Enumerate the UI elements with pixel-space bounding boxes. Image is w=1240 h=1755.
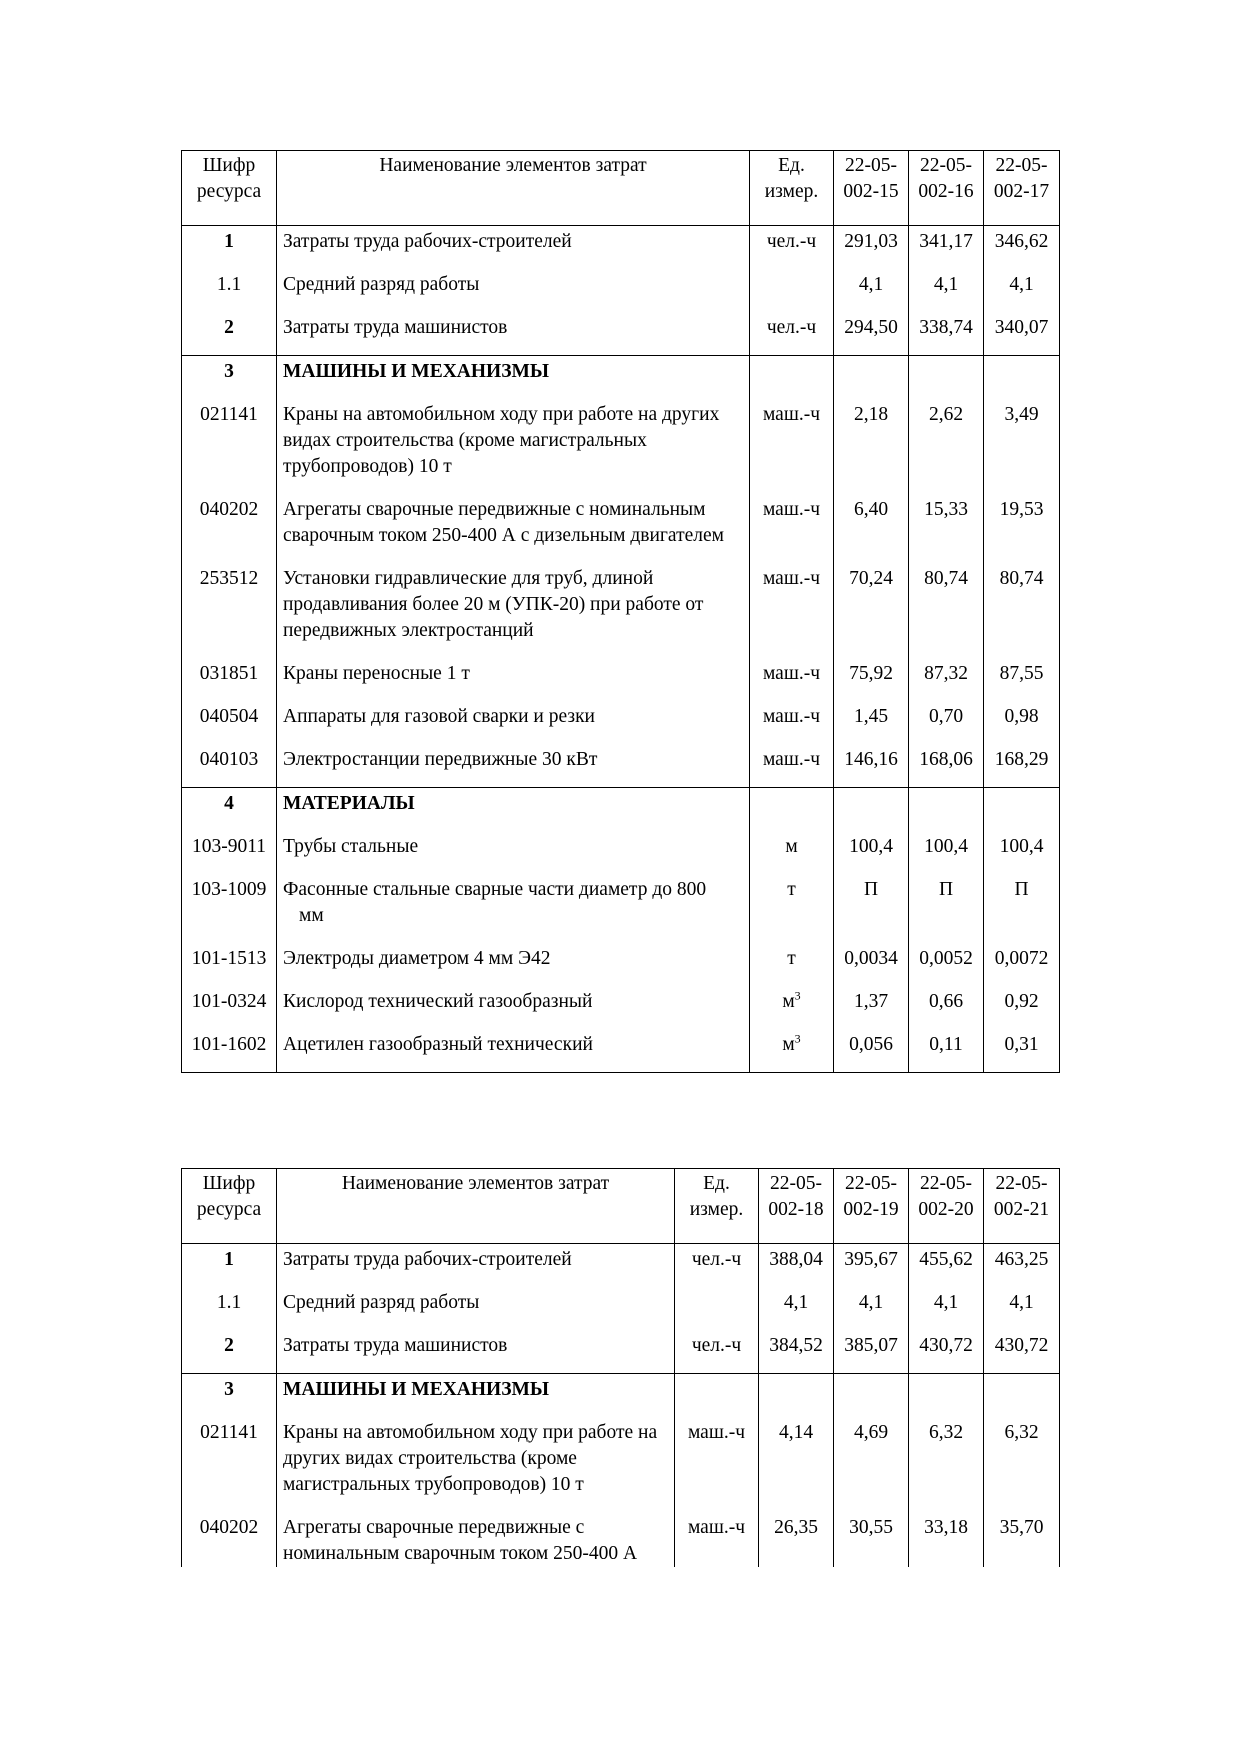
- header-col: 22-05-002-15: [834, 151, 909, 226]
- row-name: Затраты труда машинистов: [277, 1330, 675, 1374]
- row-name: Электроды диаметром 4 мм Э42: [277, 943, 750, 986]
- row-code: 3: [182, 356, 277, 400]
- row-value: 455,62: [909, 1244, 984, 1288]
- row-code: 040202: [182, 1512, 277, 1567]
- row-value: 3,49: [984, 399, 1060, 494]
- row-value: 388,04: [759, 1244, 834, 1288]
- row-name: Трубы стальные: [277, 831, 750, 874]
- row-code: 1.1: [182, 1287, 277, 1330]
- row-unit: [750, 986, 834, 1029]
- header-col: 22-05-002-19: [834, 1169, 909, 1244]
- unit-superscript: 3: [794, 1031, 801, 1046]
- row-name: Агрегаты сварочные передвижные с номинальным сварочным током 250-400 А с дизельным двигателем: [277, 494, 750, 563]
- row-unit: чел.-ч: [675, 1244, 759, 1288]
- row-value: 0,66: [909, 986, 984, 1029]
- row-name: Краны на автомобильном ходу при работе на других видах строительства (кроме магистральных трубопроводов) 10 т: [277, 1417, 675, 1512]
- row-value: [834, 788, 909, 832]
- row-unit: маш.-ч: [750, 744, 834, 788]
- row-value: 4,1: [909, 269, 984, 312]
- row-value: 80,74: [984, 563, 1060, 658]
- row-name: Кислород технический газообразный: [277, 986, 750, 1029]
- table-row: [182, 1330, 1060, 1374]
- row-value: 15,33: [909, 494, 984, 563]
- header-name: Наименование элементов затрат: [277, 1169, 675, 1244]
- row-name: Краны на автомобильном ходу при работе на других видах строительства (кроме магистральных трубопроводов) 10 т: [277, 399, 750, 494]
- row-name: Ацетилен газообразный технический: [277, 1029, 750, 1073]
- row-unit: [675, 1374, 759, 1418]
- row-unit: маш.-ч: [750, 701, 834, 744]
- row-code: 4: [182, 788, 277, 832]
- row-value: [759, 1374, 834, 1418]
- row-value: 87,55: [984, 658, 1060, 701]
- row-value: 4,14: [759, 1417, 834, 1512]
- row-value: 0,92: [984, 986, 1060, 1029]
- table-row: [182, 1512, 1060, 1567]
- row-unit: чел.-ч: [750, 226, 834, 270]
- row-unit: чел.-ч: [750, 312, 834, 356]
- row-value: [984, 1374, 1060, 1418]
- row-value: 4,1: [909, 1287, 984, 1330]
- row-code: 021141: [182, 1417, 277, 1512]
- row-value: 4,1: [984, 269, 1060, 312]
- header-name: Наименование элементов затрат: [277, 151, 750, 226]
- row-value: 87,32: [909, 658, 984, 701]
- row-unit: [750, 269, 834, 312]
- header-col: 22-05-002-20: [909, 1169, 984, 1244]
- row-value: 100,4: [834, 831, 909, 874]
- row-value: 0,98: [984, 701, 1060, 744]
- row-value: 0,056: [834, 1029, 909, 1073]
- row-value: 146,16: [834, 744, 909, 788]
- row-name: Аппараты для газовой сварки и резки: [277, 701, 750, 744]
- row-value: 4,1: [759, 1287, 834, 1330]
- row-value: 30,55: [834, 1512, 909, 1567]
- row-value: 75,92: [834, 658, 909, 701]
- table-header-row: [182, 151, 1060, 226]
- row-code: 021141: [182, 399, 277, 494]
- row-value: 340,07: [984, 312, 1060, 356]
- row-code: 2: [182, 312, 277, 356]
- row-unit: маш.-ч: [750, 563, 834, 658]
- row-value: 19,53: [984, 494, 1060, 563]
- row-value: 4,1: [834, 1287, 909, 1330]
- row-unit: [750, 788, 834, 832]
- row-code: 1: [182, 1244, 277, 1288]
- row-name: [277, 874, 750, 943]
- row-name: Установки гидравлические для труб, длиной продавливания более 20 м (УПК-20) при работе от передвижных электростанций: [277, 563, 750, 658]
- table-row: [182, 701, 1060, 744]
- row-value: 430,72: [909, 1330, 984, 1374]
- row-value: 385,07: [834, 1330, 909, 1374]
- row-unit: маш.-ч: [750, 399, 834, 494]
- row-unit: т: [750, 874, 834, 943]
- row-code: 101-0324: [182, 986, 277, 1029]
- row-code: 101-1513: [182, 943, 277, 986]
- header-unit: Ед. измер.: [675, 1169, 759, 1244]
- row-value: 0,11: [909, 1029, 984, 1073]
- table-row: [182, 226, 1060, 270]
- row-unit: маш.-ч: [675, 1417, 759, 1512]
- table-row: [182, 986, 1060, 1029]
- row-name-continuation: мм: [299, 905, 324, 926]
- row-name: Средний разряд работы: [277, 269, 750, 312]
- table-row: [182, 874, 1060, 943]
- header-col: 22-05-002-18: [759, 1169, 834, 1244]
- row-value: П: [984, 874, 1060, 943]
- row-code: 101-1602: [182, 1029, 277, 1073]
- row-value: [984, 788, 1060, 832]
- row-unit: [750, 356, 834, 400]
- section-row: [182, 788, 1060, 832]
- header-code: Шифр ресурса: [182, 1169, 277, 1244]
- row-value: [834, 356, 909, 400]
- row-unit: маш.-ч: [750, 494, 834, 563]
- row-unit: чел.-ч: [675, 1330, 759, 1374]
- row-value: 80,74: [909, 563, 984, 658]
- row-code: 040504: [182, 701, 277, 744]
- row-value: 341,17: [909, 226, 984, 270]
- row-value: 6,32: [909, 1417, 984, 1512]
- estimate-table-1: [181, 150, 1060, 1073]
- row-code: 103-1009: [182, 874, 277, 943]
- header-unit: Ед. измер.: [750, 151, 834, 226]
- row-value: 0,70: [909, 701, 984, 744]
- row-value: 395,67: [834, 1244, 909, 1288]
- row-code: 031851: [182, 658, 277, 701]
- row-code: 040202: [182, 494, 277, 563]
- row-value: 0,0072: [984, 943, 1060, 986]
- row-value: 168,06: [909, 744, 984, 788]
- row-value: 2,62: [909, 399, 984, 494]
- table-row: [182, 494, 1060, 563]
- row-name: Агрегаты сварочные передвижные с номинальным сварочным током 250-400 А: [277, 1512, 675, 1567]
- row-value: 0,0034: [834, 943, 909, 986]
- section-title: МАШИНЫ И МЕХАНИЗМЫ: [277, 1374, 675, 1418]
- row-code: 253512: [182, 563, 277, 658]
- table-row: [182, 312, 1060, 356]
- row-name: Затраты труда рабочих-строителей: [277, 1244, 675, 1288]
- row-code: 040103: [182, 744, 277, 788]
- row-value: 463,25: [984, 1244, 1060, 1288]
- row-value: [984, 356, 1060, 400]
- row-unit: маш.-ч: [675, 1512, 759, 1567]
- row-value: 4,69: [834, 1417, 909, 1512]
- row-value: 35,70: [984, 1512, 1060, 1567]
- row-value: [834, 1374, 909, 1418]
- row-name: Электростанции передвижные 30 кВт: [277, 744, 750, 788]
- row-value: [909, 788, 984, 832]
- row-unit: м: [750, 831, 834, 874]
- row-value: 33,18: [909, 1512, 984, 1567]
- row-value: 6,32: [984, 1417, 1060, 1512]
- row-value: 6,40: [834, 494, 909, 563]
- row-code: 1.1: [182, 269, 277, 312]
- row-code: 3: [182, 1374, 277, 1418]
- table-row: [182, 658, 1060, 701]
- section-title: МАШИНЫ И МЕХАНИЗМЫ: [277, 356, 750, 400]
- row-value: [909, 356, 984, 400]
- row-unit: [675, 1287, 759, 1330]
- unit-superscript: 3: [794, 988, 801, 1003]
- table-row: [182, 744, 1060, 788]
- row-name: Затраты труда машинистов: [277, 312, 750, 356]
- section-row: [182, 1374, 1060, 1418]
- table-row: [182, 1029, 1060, 1073]
- row-unit: [750, 1029, 834, 1073]
- row-value: 0,31: [984, 1029, 1060, 1073]
- estimate-table-2: [181, 1168, 1060, 1567]
- row-value: 346,62: [984, 226, 1060, 270]
- row-value: 430,72: [984, 1330, 1060, 1374]
- row-value: 338,74: [909, 312, 984, 356]
- row-value: [909, 1374, 984, 1418]
- table-row: [182, 831, 1060, 874]
- table-row: [182, 1417, 1060, 1512]
- section-row: [182, 356, 1060, 400]
- row-value: 26,35: [759, 1512, 834, 1567]
- row-unit: т: [750, 943, 834, 986]
- row-name-text: Фасонные стальные сварные части диаметр до 800: [283, 879, 707, 900]
- table-header-row: [182, 1169, 1060, 1244]
- row-name: Краны переносные 1 т: [277, 658, 750, 701]
- unit-text: м: [782, 1034, 795, 1055]
- table-row: [182, 269, 1060, 312]
- table-row: [182, 1244, 1060, 1288]
- row-value: 70,24: [834, 563, 909, 658]
- row-value: 0,0052: [909, 943, 984, 986]
- row-code: 1: [182, 226, 277, 270]
- row-unit: маш.-ч: [750, 658, 834, 701]
- row-value: 291,03: [834, 226, 909, 270]
- row-value: 1,45: [834, 701, 909, 744]
- row-value: 384,52: [759, 1330, 834, 1374]
- table-row: [182, 943, 1060, 986]
- table-row: [182, 563, 1060, 658]
- row-value: 100,4: [984, 831, 1060, 874]
- row-name: Затраты труда рабочих-строителей: [277, 226, 750, 270]
- table-row: [182, 1287, 1060, 1330]
- row-value: 2,18: [834, 399, 909, 494]
- row-value: 294,50: [834, 312, 909, 356]
- row-value: 1,37: [834, 986, 909, 1029]
- header-col: 22-05-002-21: [984, 1169, 1060, 1244]
- row-value: 4,1: [984, 1287, 1060, 1330]
- row-code: 2: [182, 1330, 277, 1374]
- row-code: 103-9011: [182, 831, 277, 874]
- row-value: П: [909, 874, 984, 943]
- row-value: 100,4: [909, 831, 984, 874]
- header-col: 22-05-002-17: [984, 151, 1060, 226]
- header-code: Шифр ресурса: [182, 151, 277, 226]
- unit-text: м: [782, 991, 795, 1012]
- header-col: 22-05-002-16: [909, 151, 984, 226]
- row-value: П: [834, 874, 909, 943]
- table-row: [182, 399, 1060, 494]
- row-name: Средний разряд работы: [277, 1287, 675, 1330]
- row-value: 4,1: [834, 269, 909, 312]
- section-title: МАТЕРИАЛЫ: [277, 788, 750, 832]
- row-value: 168,29: [984, 744, 1060, 788]
